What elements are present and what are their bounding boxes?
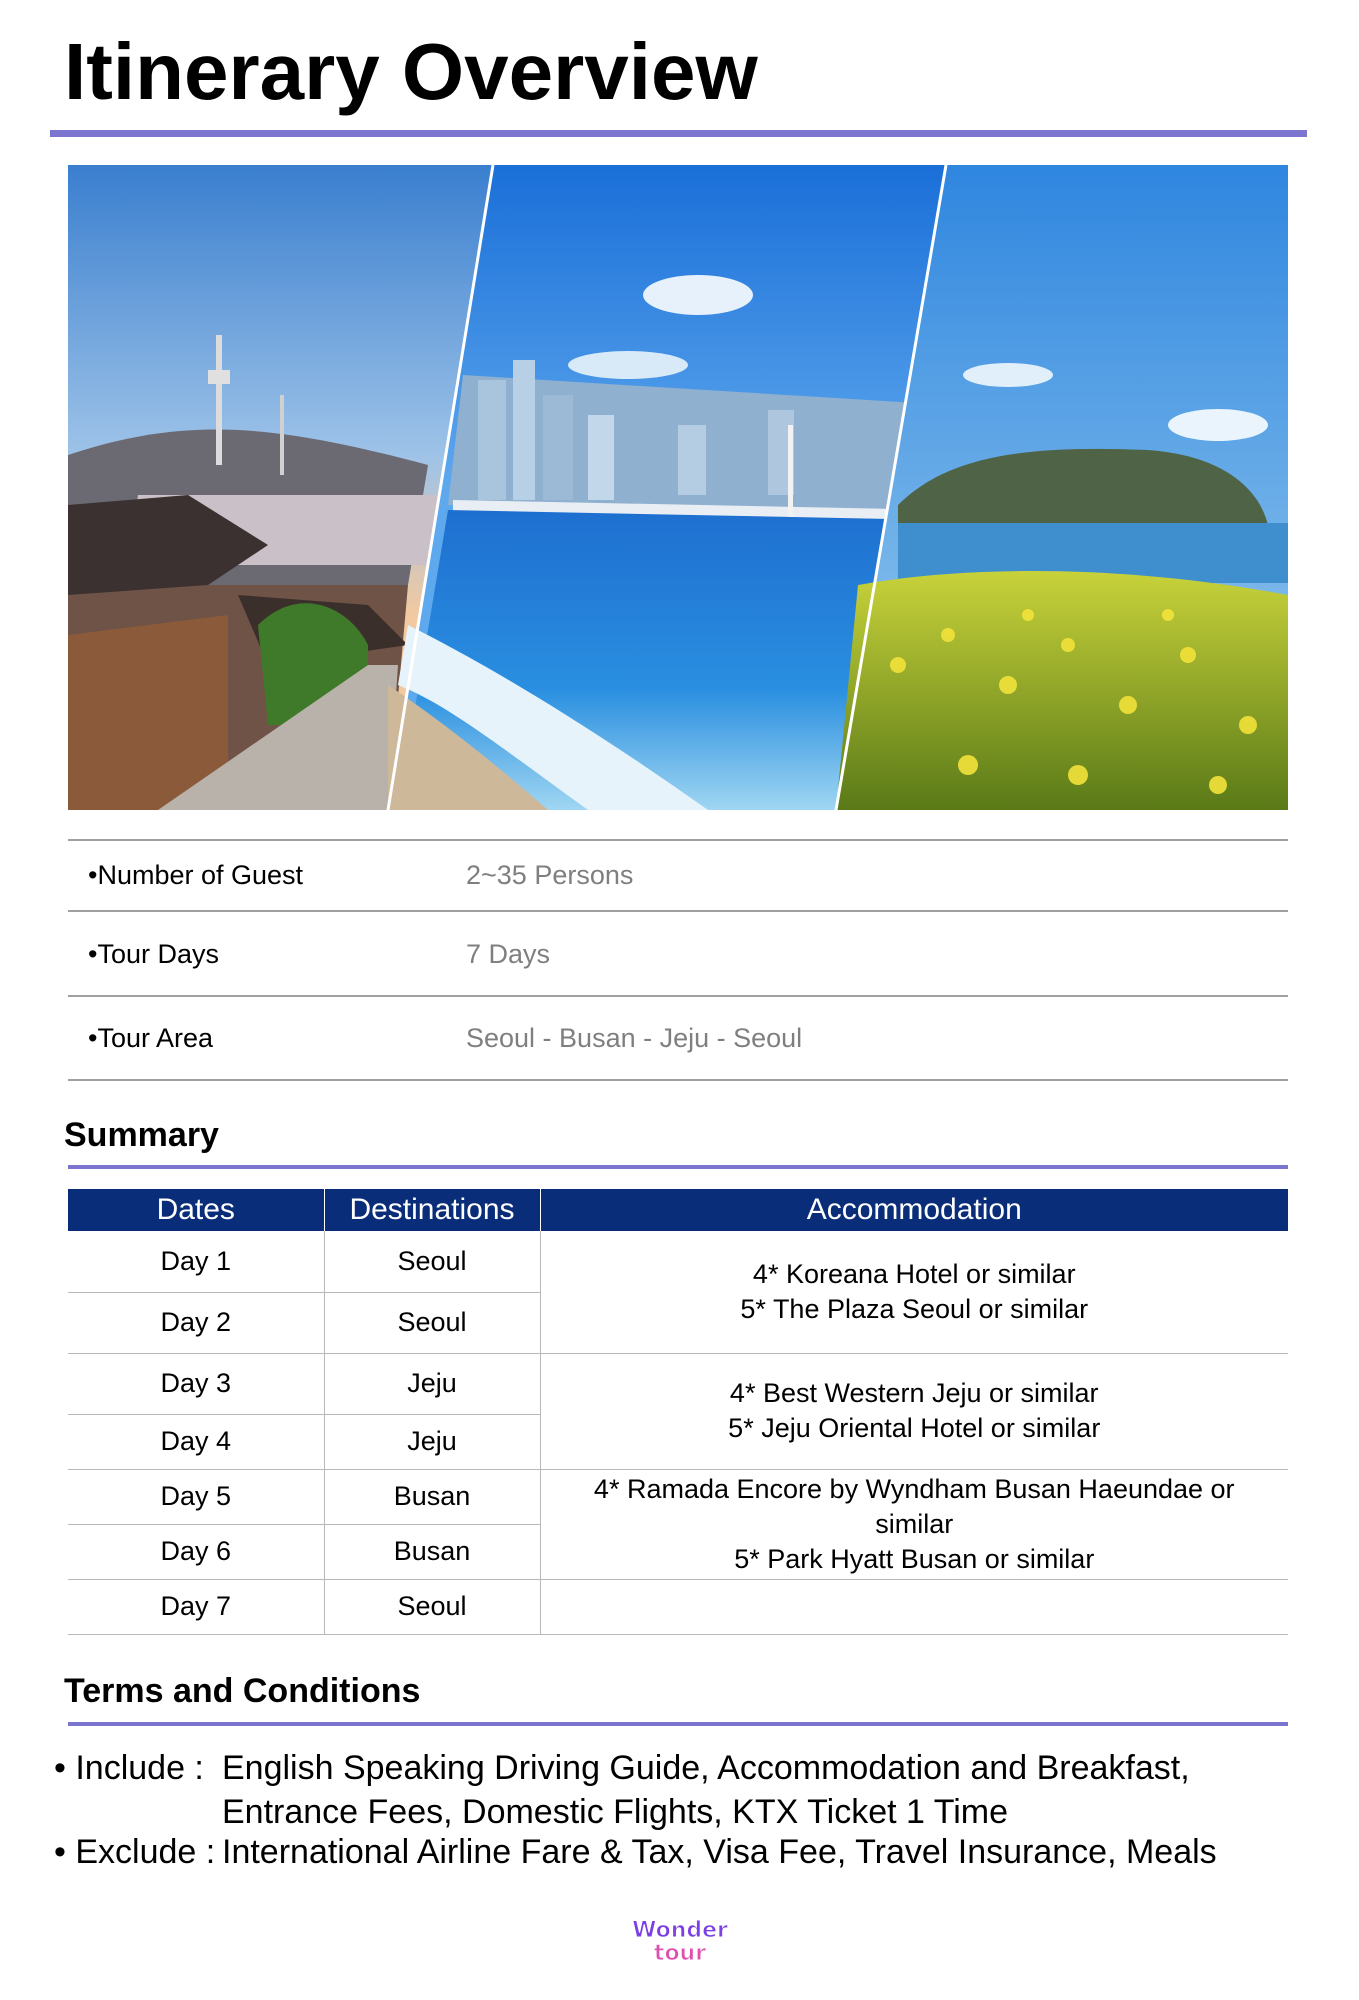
exclude-text: International Airline Fare & Tax, Visa Fee, Travel Insurance, Meals [222, 1833, 1217, 1871]
accommodation-cell-empty [540, 1579, 1288, 1634]
accommodation-line: 5* The Plaza Seoul or similar [740, 1293, 1089, 1324]
info-value-guests: 2~35 Persons [466, 860, 634, 890]
svg-text:Wonder: Wonder [632, 1918, 728, 1943]
destination-cell: Jeju [324, 1414, 540, 1469]
include-text: English Speaking Driving Guide, Accommodation and Breakfast, [222, 1749, 1190, 1787]
info-label-guests: •Number of Guest [88, 860, 304, 890]
accommodation-line: 4* Koreana Hotel or similar [752, 1258, 1076, 1289]
day-cell: Day 3 [68, 1353, 324, 1414]
include-label: • Include : [54, 1749, 204, 1787]
accommodation-line: similar [875, 1508, 954, 1539]
terms-heading: Terms and Conditions [64, 1672, 421, 1710]
accommodation-line: 5* Jeju Oriental Hotel or similar [728, 1413, 1101, 1443]
destination-cell: Busan [324, 1469, 540, 1524]
info-label-days: •Tour Days [88, 939, 219, 969]
destination-cell: Jeju [324, 1353, 540, 1414]
hero-collage [68, 165, 1288, 810]
title-underline [50, 130, 1307, 137]
info-divider [68, 910, 1288, 912]
summary-heading: Summary [64, 1116, 219, 1154]
page-title: Itinerary Overview [64, 27, 758, 116]
day-cell: Day 5 [68, 1469, 324, 1524]
table-row [68, 1231, 1288, 1292]
accommodation-line: 4* Ramada Encore by Wyndham Busan Haeundae or [593, 1473, 1235, 1504]
summary-underline [68, 1165, 1288, 1169]
terms-underline [68, 1722, 1288, 1726]
info-divider [68, 995, 1288, 997]
header-accommodation: Accommodation [540, 1189, 1288, 1231]
header-dates: Dates [68, 1189, 324, 1231]
day-cell: Day 1 [68, 1231, 324, 1292]
day-cell: Day 4 [68, 1414, 324, 1469]
include-text-continued: Entrance Fees, Domestic Flights, KTX Ticket 1 Time [222, 1793, 1009, 1831]
exclude-label: • Exclude : [54, 1833, 216, 1871]
destination-cell: Seoul [324, 1292, 540, 1353]
day-cell: Day 2 [68, 1292, 324, 1353]
header-destinations: Destinations [324, 1189, 540, 1231]
summary-table [68, 1189, 1288, 1635]
info-value-area: Seoul - Busan - Jeju - Seoul [466, 1023, 803, 1053]
include-line [54, 1747, 1190, 1789]
destination-cell: Busan [324, 1524, 540, 1579]
wondertour-logo [624, 1915, 736, 1965]
day-cell: Day 6 [68, 1524, 324, 1579]
table-header-row [68, 1189, 1288, 1231]
table-row [68, 1469, 1288, 1524]
svg-text:tour: tour [653, 1941, 707, 1965]
table-row [68, 1579, 1288, 1634]
exclude-line [54, 1831, 1217, 1873]
info-label-area: •Tour Area [88, 1023, 214, 1053]
accommodation-cell [540, 1469, 1288, 1579]
destination-cell: Seoul [324, 1231, 540, 1292]
destination-cell: Seoul [324, 1579, 540, 1634]
accommodation-line: 4* Best Western Jeju or similar [729, 1378, 1099, 1408]
info-value-days: 7 Days [466, 939, 551, 969]
day-cell: Day 7 [68, 1579, 324, 1634]
info-divider [68, 1079, 1288, 1081]
accommodation-line: 5* Park Hyatt Busan or similar [734, 1543, 1095, 1574]
info-divider [68, 839, 1288, 841]
table-row [68, 1353, 1288, 1414]
accommodation-cell [540, 1231, 1288, 1353]
accommodation-cell [540, 1353, 1288, 1469]
